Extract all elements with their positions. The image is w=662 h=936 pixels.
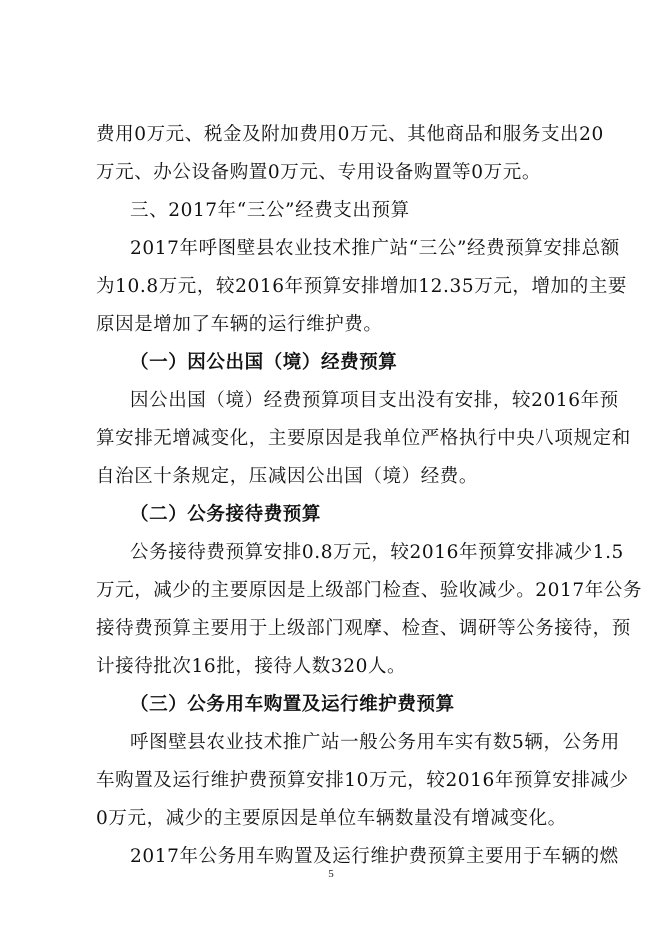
body-text-line: 计接待批次16批，接待人数320人。 (96, 656, 407, 677)
paragraph-first-line: 公务接待费预算安排0.8万元，较2016年预算安排减少1.5 (130, 542, 624, 563)
body-text-line: 车购置及运行维护费预算安排10万元，较2016年预算安排减少 (96, 770, 629, 791)
section-heading: 三、2017年“三公”经费支出预算 (130, 200, 410, 221)
body-text-line: 费用0万元、税金及附加费用0万元、其他商品和服务支出20 (96, 124, 604, 145)
body-text-line: 原因是增加了车辆的运行维护费。 (96, 314, 383, 335)
subsection-heading: （一）因公出国（境）经费预算 (130, 352, 398, 373)
paragraph-first-line: 因公出国（境）经费预算项目支出没有安排，较2016年预 (130, 390, 619, 411)
body-text-line: 万元、办公设备购置0万元、专用设备购置等0万元。 (96, 162, 541, 183)
subsection-heading: （二）公务接待费预算 (130, 504, 322, 525)
page-number: 5 (328, 868, 334, 880)
body-text-line: 万元，减少的主要原因是上级部门检查、验收减少。2017年公务 (96, 580, 643, 601)
paragraph-first-line: 2017年呼图壁县农业技术推广站“三公”经费预算安排总额 (130, 238, 620, 259)
body-text-line: 接待费预算主要用于上级部门观摩、检查、调研等公务接待，预 (96, 618, 631, 639)
paragraph-first-line: 呼图壁县农业技术推广站一般公务用车实有数5辆，公务用 (130, 732, 620, 753)
body-text-line: 0万元，减少的主要原因是单位车辆数量没有增减变化。 (96, 808, 567, 829)
body-text-line: 为10.8万元，较2016年预算安排增加12.35万元，增加的主要 (96, 276, 628, 297)
body-text-line: 算安排无增减变化，主要原因是我单位严格执行中央八项规定和 (96, 428, 631, 449)
body-text-line: 自治区十条规定，压减因公出国（境）经费。 (96, 466, 479, 487)
subsection-heading: （三）公务用车购置及运行维护费预算 (130, 694, 455, 715)
paragraph-first-line: 2017年公务用车购置及运行维护费预算主要用于车辆的燃 (130, 846, 619, 867)
